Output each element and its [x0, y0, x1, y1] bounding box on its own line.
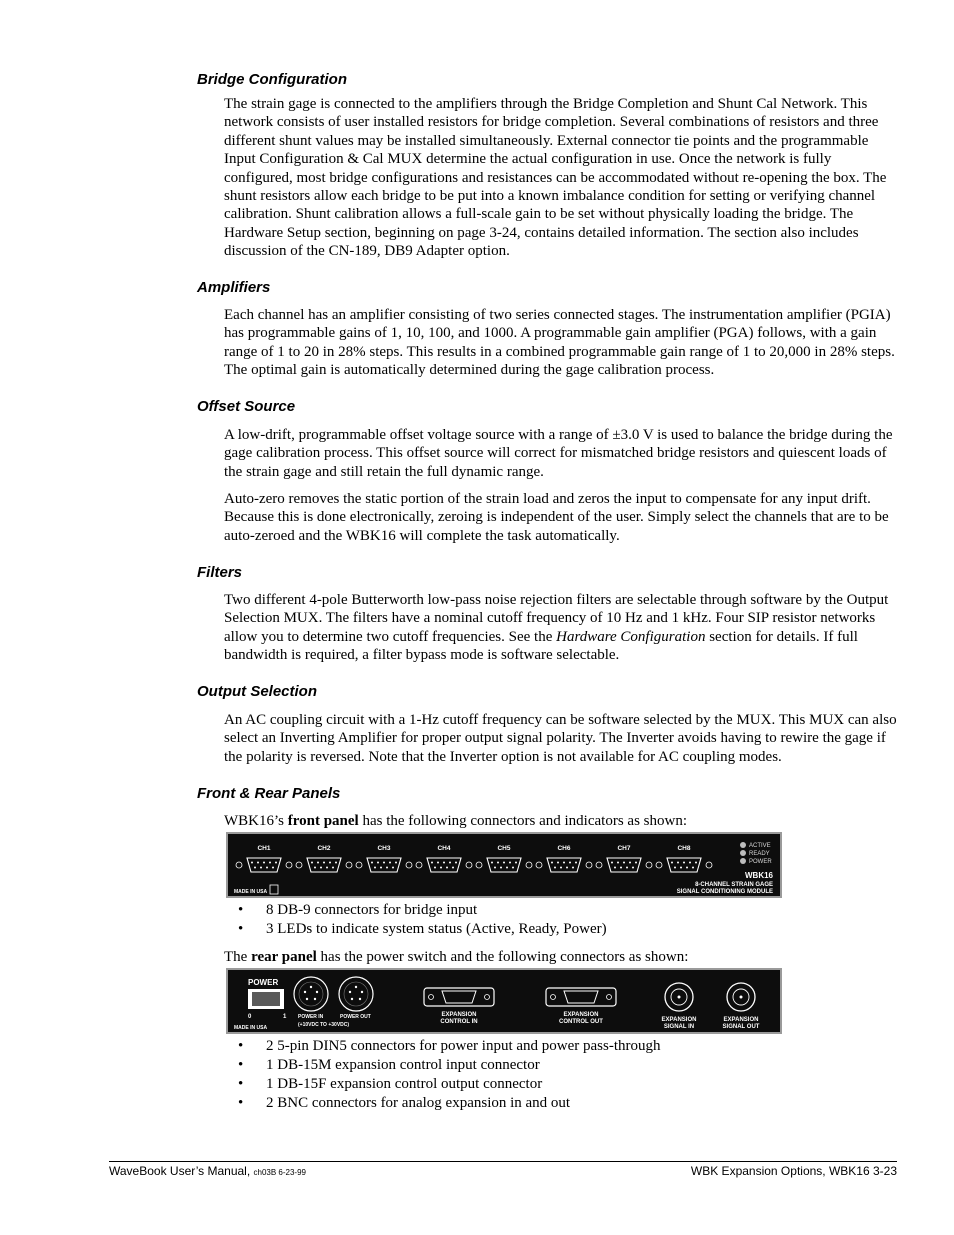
signal-out-label-1: EXPANSION: [723, 1017, 759, 1023]
front-warning-icon: [270, 885, 278, 894]
list-item: • 3 LEDs to indicate system status (Active, Ready, Power): [224, 920, 898, 939]
paragraph-offset-source-1: A low-drift, programmable offset voltage source with a range of ±3.0 V is used to balance the bridge during the gage calibration process. This offset source will correct for mismatched bridge resistors and quiescent loads of the strain gage and still retain the full dynamic range.: [224, 427, 893, 480]
rear-intro-a: The: [224, 949, 252, 965]
footer-rule: [109, 1161, 897, 1162]
mounting-screw-icon: [536, 862, 542, 868]
db9-shell-icon: [667, 858, 701, 872]
heading-bridge-configuration: Bridge Configuration: [197, 71, 347, 88]
switch-label-1: 1: [283, 1014, 287, 1020]
db9-connector-ch5: [476, 845, 532, 872]
mounting-screw-icon: [406, 862, 412, 868]
rear-intro-c: has the power switch and the following connectors as shown:: [316, 949, 689, 965]
heading-output-selection: Output Selection: [197, 683, 317, 700]
db15m-control-in-icon: [424, 988, 494, 1006]
channel-label: CH1: [257, 845, 271, 852]
db9-connector-ch7: [596, 845, 652, 872]
control-out-label-2: CONTROL OUT: [559, 1019, 603, 1025]
mounting-screw-icon: [586, 862, 592, 868]
led-label-active: ACTIVE: [749, 843, 771, 849]
db9-shell-icon: [427, 858, 461, 872]
rear-made-in-usa: MADE IN USA: [234, 1025, 268, 1031]
db9-connector-ch3: [356, 845, 412, 872]
footer-manual: WaveBook User’s Manual,: [109, 1164, 251, 1178]
channel-label: CH3: [377, 845, 391, 852]
mounting-screw-icon: [646, 862, 652, 868]
status-leds: [740, 842, 772, 865]
db9-connector-ch1: [236, 845, 292, 872]
control-in-label-1: EXPANSION: [441, 1012, 477, 1018]
mounting-screw-icon: [706, 862, 712, 868]
paragraph-front-panel-intro: [224, 812, 898, 830]
db9-shell-icon: [547, 858, 581, 872]
power-switch-rocker: [252, 992, 280, 1006]
footer-page-info: WBK Expansion Options, WBK16 3-23: [690, 1164, 897, 1178]
filters-text-b: section for details. If full bandwidth is required, a filter bypass mode is software selectable.: [224, 628, 858, 664]
db9-shell-icon: [607, 858, 641, 872]
signal-out-label-2: SIGNAL OUT: [722, 1024, 760, 1030]
front-panel-illustration: [226, 832, 782, 898]
paragraph-offset-source-2: Auto-zero removes the static portion of the strain load and zeros the input to compensate for any input drift. Because this is done electronically, zeroing is independent of the user. Simply select the channels that are to be auto-zeroed and the WBK16 will complete the task automatically.: [224, 491, 889, 544]
voltage-label: (+10VDC TO +30VDC): [298, 1022, 350, 1028]
control-in-label-2: CONTROL IN: [440, 1019, 478, 1025]
list-item: • 1 DB-15M expansion control input connector: [224, 1056, 898, 1075]
list-item: • 8 DB-9 connectors for bridge input: [224, 901, 898, 920]
mounting-screw-icon: [656, 862, 662, 868]
hardware-configuration-reference: Hardware Configuration: [556, 628, 706, 645]
front-panel-bullet-list: [224, 901, 898, 939]
din-power-in-icon: [294, 977, 328, 1011]
paragraph-amplifiers: Each channel has an amplifier consisting of two series connected stages. The instrumentation amplifier (PGIA) has programmable gains of 1, 10, 100, and 1000. A programmable gain amplifier (PGA) follows, with a gain range of 1 to 20 in 28% steps. This results in a combined programmable gain range of 1 to 20,000 in 28% steps. The optimal gain is automatically determined during the gage calibration process.: [224, 307, 895, 379]
channel-label: CH6: [557, 845, 571, 852]
rear-panel-illustration: [226, 968, 782, 1034]
db9-shell-icon: [247, 858, 281, 872]
list-item: • 2 5-pin DIN5 connectors for power input and power pass-through: [224, 1037, 898, 1056]
db9-connector-ch4: [416, 845, 472, 872]
switch-label-0: 0: [248, 1014, 252, 1020]
mounting-screw-icon: [416, 862, 422, 868]
heading-amplifiers: Amplifiers: [197, 279, 271, 296]
list-item: • 1 DB-15F expansion control output connector: [224, 1075, 898, 1094]
footer-manual-title: [109, 1164, 306, 1178]
rear-panel-drawing: [228, 970, 780, 1032]
power-label: POWER: [248, 978, 279, 987]
paragraph-bridge-configuration: The strain gage is connected to the amplifiers through the Bridge Completion and Shunt Cal Network. This network consists of user installed resistors for bridge completion. Several combinations of resistors and three different shunt values may be installed simultaneously. External connector tie points and the programmable Input Configuration & Cal MUX determine the actual configuration in use. Once the network is fully configured, most bridge configurations and resistances can be accommodated without re-opening the box. The shunt resistors allow each bridge to be put into a known imbalance condition for setting or verifying channel calibration. Shunt calibration allows a full-scale gain to be set without physically loading the bridge. The Hardware Setup section, beginning on page 3-24, contains detailed information. The section also includes discussion of the CN-189, DB9 Adapter option.: [224, 96, 887, 260]
db15f-control-out-icon: [546, 988, 616, 1006]
rear-intro-bold: rear panel: [251, 949, 317, 965]
led-label-power: POWER: [749, 859, 772, 865]
heading-front-rear-panels: Front & Rear Panels: [197, 785, 341, 802]
power-out-label: POWER OUT: [340, 1014, 371, 1020]
signal-in-label-2: SIGNAL IN: [663, 1024, 695, 1030]
db9-shell-icon: [367, 858, 401, 872]
channel-label: CH8: [677, 845, 691, 852]
mounting-screw-icon: [466, 862, 472, 868]
mounting-screw-icon: [356, 862, 362, 868]
control-out-label-1: EXPANSION: [563, 1012, 599, 1018]
front-model-label: WBK16: [744, 871, 773, 880]
power-in-label: POWER IN: [298, 1014, 324, 1020]
bnc-signal-in-icon: [665, 983, 693, 1011]
bnc-signal-out-icon: [727, 983, 755, 1011]
paragraph-filters: [224, 591, 898, 665]
mounting-screw-icon: [346, 862, 352, 868]
mounting-screw-icon: [296, 862, 302, 868]
mounting-screw-icon: [596, 862, 602, 868]
mounting-screw-icon: [286, 862, 292, 868]
paragraph-output-selection: An AC coupling circuit with a 1-Hz cutoff frequency can be software selected by the MUX. This MUX can also select an Inverting Amplifier for proper output signal polarity. The Inverter avoids having to rewire the gage if the polarity is reversed. Note that the Inverter option is not available for AC coupling modes.: [224, 712, 897, 765]
mounting-screw-icon: [526, 862, 532, 868]
list-item: • 2 BNC connectors for analog expansion in and out: [224, 1094, 898, 1113]
filters-text-a: Two different 4-pole Butterworth low-pass noise rejection filters are selectable through software by the Output Selection MUX. The filters have a nominal cutoff frequency of 10 Hz and 1 kHz. Four SIP resistor networks allow you to determine two cutoff frequencies. See the: [224, 592, 889, 645]
channel-label: CH2: [317, 845, 331, 852]
db9-connector-ch6: [536, 845, 592, 872]
mounting-screw-icon: [236, 862, 242, 868]
heading-offset-source: Offset Source: [197, 398, 296, 415]
front-panel-drawing: [228, 834, 780, 896]
heading-filters: Filters: [197, 564, 243, 581]
front-desc-line2: SIGNAL CONDITIONING MODULE: [676, 889, 773, 895]
channel-label: CH5: [497, 845, 511, 852]
front-intro-c: has the following connectors and indicators as shown:: [358, 813, 687, 829]
paragraph-rear-panel-intro: [224, 948, 898, 966]
led-ready-icon: [740, 850, 746, 856]
led-power-icon: [740, 858, 746, 864]
led-label-ready: READY: [749, 851, 770, 857]
front-intro-a: WBK16’s: [224, 813, 288, 829]
signal-in-label-1: EXPANSION: [661, 1017, 697, 1023]
led-active-icon: [740, 842, 746, 848]
db9-shell-icon: [307, 858, 341, 872]
front-desc-line1: 8-CHANNEL STRAIN GAGE: [695, 882, 773, 888]
channel-label: CH7: [617, 845, 631, 852]
front-intro-bold: front panel: [287, 813, 359, 829]
mounting-screw-icon: [476, 862, 482, 868]
front-made-in-usa: MADE IN USA: [234, 889, 268, 895]
db9-connector-ch8: [656, 845, 712, 872]
channel-label: CH4: [437, 845, 451, 852]
footer-code: ch03B 6-23-99: [253, 1168, 306, 1177]
db9-connector-ch2: [296, 845, 352, 872]
rear-panel-bullet-list: [224, 1037, 898, 1113]
db9-shell-icon: [487, 858, 521, 872]
din-power-out-icon: [339, 977, 373, 1011]
